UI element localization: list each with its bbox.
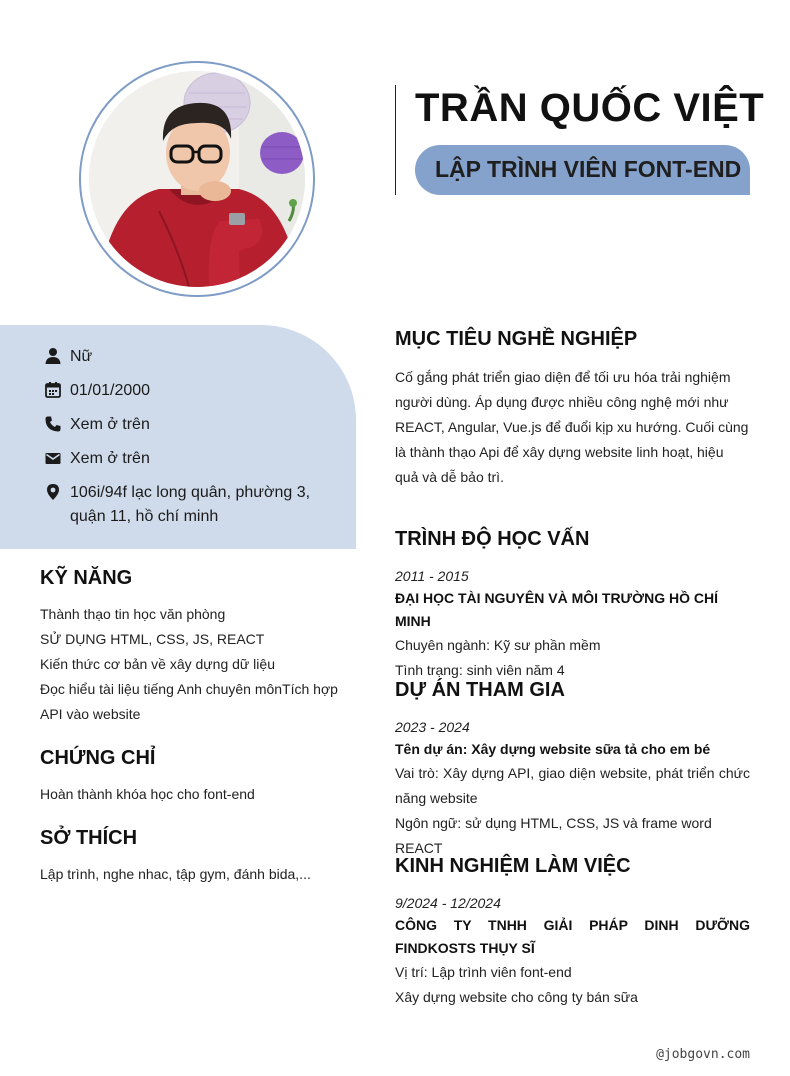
hobbies-section [40,827,340,887]
email-text: Xem ở trên [70,450,150,467]
birthday-text: 01/01/2000 [70,382,151,399]
footer-watermark: @jobgovn.com [656,1047,750,1062]
contact-address [44,481,314,529]
phone-icon [44,415,62,433]
project-role: Vai trò: Xây dựng API, giao diện website, phát triển chức năng website [395,765,750,806]
certificate-item: Hoàn thành khóa học cho font-end [40,786,255,802]
experience-section [395,855,750,1010]
name-divider [395,85,396,195]
education-status: Tình trạng: sinh viên năm 4 [395,662,565,678]
contact-gender [44,345,92,369]
contact-email[interactable] [44,447,150,471]
address-text: 106i/94f lạc long quân, phường 3, quận 11, hồ chí minh [70,484,311,525]
skill-item: Thành thạo tin học văn phòng [40,606,226,622]
objective-section [395,328,750,490]
certificates-section [40,747,340,807]
company-name: CÔNG TY TNHH GIẢI PHÁP DINH DƯỠNG FINDKOSTS THỤY SĨ [395,917,750,956]
experience-position: Vị trí: Lập trình viên font-end [395,964,572,980]
skill-item: SỬ DỤNG HTML, CSS, JS, REACT [40,631,265,647]
mail-icon [44,449,62,467]
location-pin-icon [44,483,62,501]
calendar-icon [44,381,62,399]
portrait-illustration [89,71,305,287]
project-name: Tên dự án: Xây dựng website sữa tả cho em bé [395,741,711,757]
skills-section [40,567,340,727]
education-title: TRÌNH ĐỘ HỌC VẤN [395,528,590,550]
objective-title: MỤC TIÊU NGHỀ NGHIỆP [395,328,638,350]
gender-text: Nữ [70,348,93,365]
hobbies-text: Lập trình, nghe nhac, tập gym, đánh bida,... [40,866,311,882]
experience-description: Xây dựng website cho công ty bán sữa [395,989,638,1005]
hobbies-title: SỞ THÍCH [40,827,138,849]
objective-text: Cố gắng phát triển giao diện để tối ưu hóa trải nghiệm người dùng. Áp dụng được nhiều công nghệ mới như REACT, Angular, Vue.js để đuổi kịp xu hướng. Cuối cùng là thành thạo Api để xây dựng website linh hoạt, hiệu quả và dễ bảo trì. [395,369,749,485]
education-major: Chuyên ngành: Kỹ sư phần mềm [395,637,601,653]
job-title-badge [415,145,750,195]
job-title: LẬP TRÌNH VIÊN FONT-END [435,156,742,182]
skills-title: KỸ NĂNG [40,567,133,589]
skill-item: Đọc hiểu tài liệu tiếng Anh chuyên mônTích hợp API vào website [40,681,338,722]
project-tech: Ngôn ngữ: sử dụng HTML, CSS, JS và frame word REACT [395,815,712,856]
person-icon [44,347,62,365]
education-section [395,528,750,683]
contact-birthday [44,379,150,403]
projects-section [395,679,750,861]
skill-item: Kiến thức cơ bản về xây dựng dữ liệu [40,656,275,672]
school-name: ĐẠI HỌC TÀI NGUYÊN VÀ MÔI TRƯỜNG HỒ CHÍ MINH [395,590,719,629]
candidate-name: TRẦN QUỐC VIỆT [415,86,765,130]
experience-period: 9/2024 - 12/2024 [395,895,501,911]
hobbies-list [40,862,340,887]
experience-title: KINH NGHIỆM LÀM VIỆC [395,855,631,877]
profile-photo-frame [79,61,315,297]
certificates-title: CHỨNG CHỈ [40,747,156,769]
education-period: 2011 - 2015 [395,568,469,584]
phone-text: Xem ở trên [70,416,150,433]
projects-title: DỰ ÁN THAM GIA [395,679,565,701]
profile-photo [89,71,305,287]
certificates-list [40,782,340,807]
skills-list [40,602,340,727]
project-period: 2023 - 2024 [395,719,470,735]
contact-phone[interactable] [44,413,150,437]
